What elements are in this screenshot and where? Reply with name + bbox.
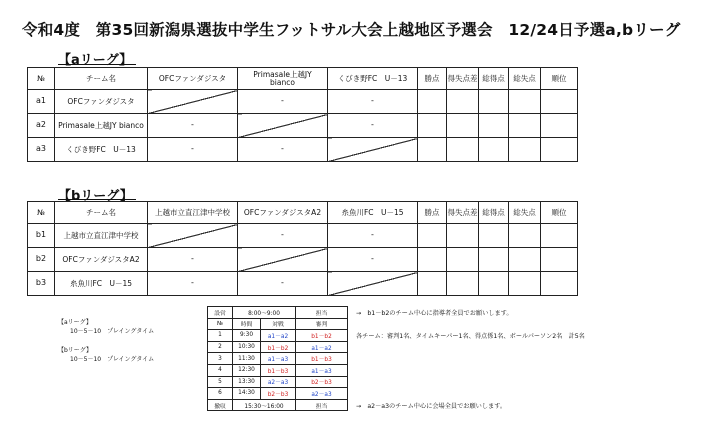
stat-cell [479, 224, 509, 248]
stat-cell [479, 272, 509, 296]
teardown-time: 15:30～16:00 [233, 399, 296, 411]
table-row [28, 138, 578, 162]
stat-cell [418, 138, 447, 162]
match-referee: b1－b3 [296, 353, 348, 365]
header-rank: 順位 [541, 202, 578, 224]
match-referee: a1－a2 [296, 341, 348, 353]
match-time: 10:30 [233, 341, 261, 353]
match-referee: a2－a3 [296, 388, 348, 400]
match-referee: b1－b2 [296, 330, 348, 342]
header-team: チーム名 [55, 202, 148, 224]
stat-cell [541, 248, 578, 272]
table-row [28, 224, 578, 248]
header-team-2: Primasale上越JY bianco [238, 68, 328, 90]
result-cell: - [148, 114, 238, 138]
match-pair: a1－a3 [261, 353, 296, 365]
note-b-title: 【bリーグ】 [58, 347, 92, 354]
match-pair: b2－b3 [261, 388, 296, 400]
table-row [208, 364, 348, 376]
stat-cell [541, 90, 578, 114]
row-team: Primasale上越JY bianco [55, 114, 148, 138]
match-time: 9:30 [233, 330, 261, 342]
header-no: № [28, 68, 55, 90]
a-header-row [28, 68, 578, 90]
header-team-3: 糸魚川FC U－15 [328, 202, 418, 224]
result-cell: - [148, 248, 238, 272]
result-cell: - [148, 272, 238, 296]
table-row [208, 353, 348, 365]
stat-cell [418, 272, 447, 296]
result-cell: - [328, 90, 418, 114]
result-cell: - [328, 114, 418, 138]
match-no: 6 [208, 388, 233, 400]
b-header-row [28, 202, 578, 224]
stat-cell [509, 114, 541, 138]
match-time: 12:30 [233, 364, 261, 376]
header-points: 勝点 [418, 202, 447, 224]
header-goals-against: 総失点 [509, 202, 541, 224]
table-row [28, 272, 578, 296]
header-time: 時間 [233, 318, 261, 330]
row-team: OFCファンダジスタ [55, 90, 148, 114]
stat-cell [479, 90, 509, 114]
result-cell [238, 114, 328, 138]
header-team-1: OFCファンダジスタ [148, 68, 238, 90]
header-goals-for: 総得点 [479, 202, 509, 224]
b-league-table [27, 201, 578, 296]
stat-cell [447, 138, 479, 162]
header-points: 勝点 [418, 68, 447, 90]
header-team-2: OFCファンダジスタA2 [238, 202, 328, 224]
teardown-label: 撤収 [208, 399, 233, 411]
stat-cell [447, 272, 479, 296]
teardown-row [208, 399, 348, 411]
setup-note: → b1－b2のチーム中心に指導者全員でお願いします。 [356, 310, 513, 317]
match-schedule-table [207, 306, 348, 411]
stat-cell [418, 114, 447, 138]
result-cell [328, 138, 418, 162]
row-no: b1 [28, 224, 55, 248]
teardown-charge: 担当 [296, 399, 348, 411]
table-row [28, 90, 578, 114]
match-time: 14:30 [233, 388, 261, 400]
match-no: 3 [208, 353, 233, 365]
stat-cell [541, 138, 578, 162]
table-row [208, 376, 348, 388]
note-a-text: 10－5－10 プレイングタイム [70, 328, 155, 335]
header-team: チーム名 [55, 68, 148, 90]
row-team: 上越市立直江津中学校 [55, 224, 148, 248]
stat-cell [509, 272, 541, 296]
header-no: № [208, 318, 233, 330]
match-no: 2 [208, 341, 233, 353]
header-match: 対戦 [261, 318, 296, 330]
result-cell: - [328, 224, 418, 248]
stat-cell [479, 138, 509, 162]
setup-charge: 担当 [296, 307, 348, 319]
stat-cell [479, 114, 509, 138]
stat-cell [509, 248, 541, 272]
stat-cell [509, 90, 541, 114]
result-cell: - [238, 272, 328, 296]
note-a-title: 【aリーグ】 [58, 319, 92, 326]
result-cell [328, 272, 418, 296]
result-cell [148, 90, 238, 114]
staff-note: 各チーム：審判1名、タイムキーパー1名、得点係1名、ボールパーソン2名 計5名 [356, 333, 585, 340]
teardown-note: → a2－a3のチーム中心に会場全員でお願いします。 [356, 403, 507, 410]
stat-cell [447, 90, 479, 114]
match-pair: a1－a2 [261, 330, 296, 342]
schedule-header-row [208, 318, 348, 330]
result-cell: - [148, 138, 238, 162]
playing-time-notes [58, 318, 154, 364]
setup-time: 8:00～9:00 [233, 307, 296, 319]
table-row [28, 248, 578, 272]
row-team: 糸魚川FC U－15 [55, 272, 148, 296]
header-referee: 審判 [296, 318, 348, 330]
stat-cell [418, 248, 447, 272]
table-row [208, 330, 348, 342]
row-team: くびき野FC U－13 [55, 138, 148, 162]
row-no: b2 [28, 248, 55, 272]
setup-label: 設営 [208, 307, 233, 319]
stat-cell [447, 114, 479, 138]
row-no: a2 [28, 114, 55, 138]
a-league-table [27, 67, 578, 162]
header-goal-diff: 得失点差 [447, 68, 479, 90]
row-no: a1 [28, 90, 55, 114]
result-cell: - [238, 138, 328, 162]
stat-cell [541, 114, 578, 138]
header-goals-against: 総失点 [509, 68, 541, 90]
result-cell: - [328, 248, 418, 272]
result-cell: - [238, 224, 328, 248]
header-rank: 順位 [541, 68, 578, 90]
stat-cell [541, 224, 578, 248]
match-no: 1 [208, 330, 233, 342]
b-league-underline [58, 199, 136, 200]
match-referee: b2－b3 [296, 376, 348, 388]
result-cell [238, 248, 328, 272]
header-goals-for: 総得点 [479, 68, 509, 90]
table-row [208, 341, 348, 353]
a-league-underline [58, 64, 136, 65]
table-row [28, 114, 578, 138]
b-league-label: 【bリーグ】 [58, 189, 133, 204]
row-team: OFCファンダジスタA2 [55, 248, 148, 272]
stat-cell [509, 138, 541, 162]
match-referee: a1－a3 [296, 364, 348, 376]
stat-cell [509, 224, 541, 248]
result-cell: - [238, 90, 328, 114]
result-cell [148, 224, 238, 248]
stat-cell [418, 224, 447, 248]
header-team-1: 上越市立直江津中学校 [148, 202, 238, 224]
match-no: 5 [208, 376, 233, 388]
match-time: 11:30 [233, 353, 261, 365]
note-b-text: 10－5－10 プレイングタイム [70, 356, 155, 363]
a-league-label: 【aリーグ】 [58, 53, 133, 68]
row-no: a3 [28, 138, 55, 162]
match-no: 4 [208, 364, 233, 376]
stat-cell [418, 90, 447, 114]
setup-row [208, 307, 348, 319]
header-goal-diff: 得失点差 [447, 202, 479, 224]
match-time: 13:30 [233, 376, 261, 388]
match-pair: a2－a3 [261, 376, 296, 388]
stat-cell [479, 248, 509, 272]
match-pair: b1－b3 [261, 364, 296, 376]
row-no: b3 [28, 272, 55, 296]
header-no: № [28, 202, 55, 224]
stat-cell [447, 224, 479, 248]
stat-cell [541, 272, 578, 296]
match-pair: b1－b2 [261, 341, 296, 353]
page-title: 令和4度 第35回新潟県選抜中学生フットサル大会上越地区予選会 12/24日予選a,bリーグ [22, 21, 681, 39]
header-team-3: くびき野FC U－13 [328, 68, 418, 90]
stat-cell [447, 248, 479, 272]
table-row [208, 388, 348, 400]
